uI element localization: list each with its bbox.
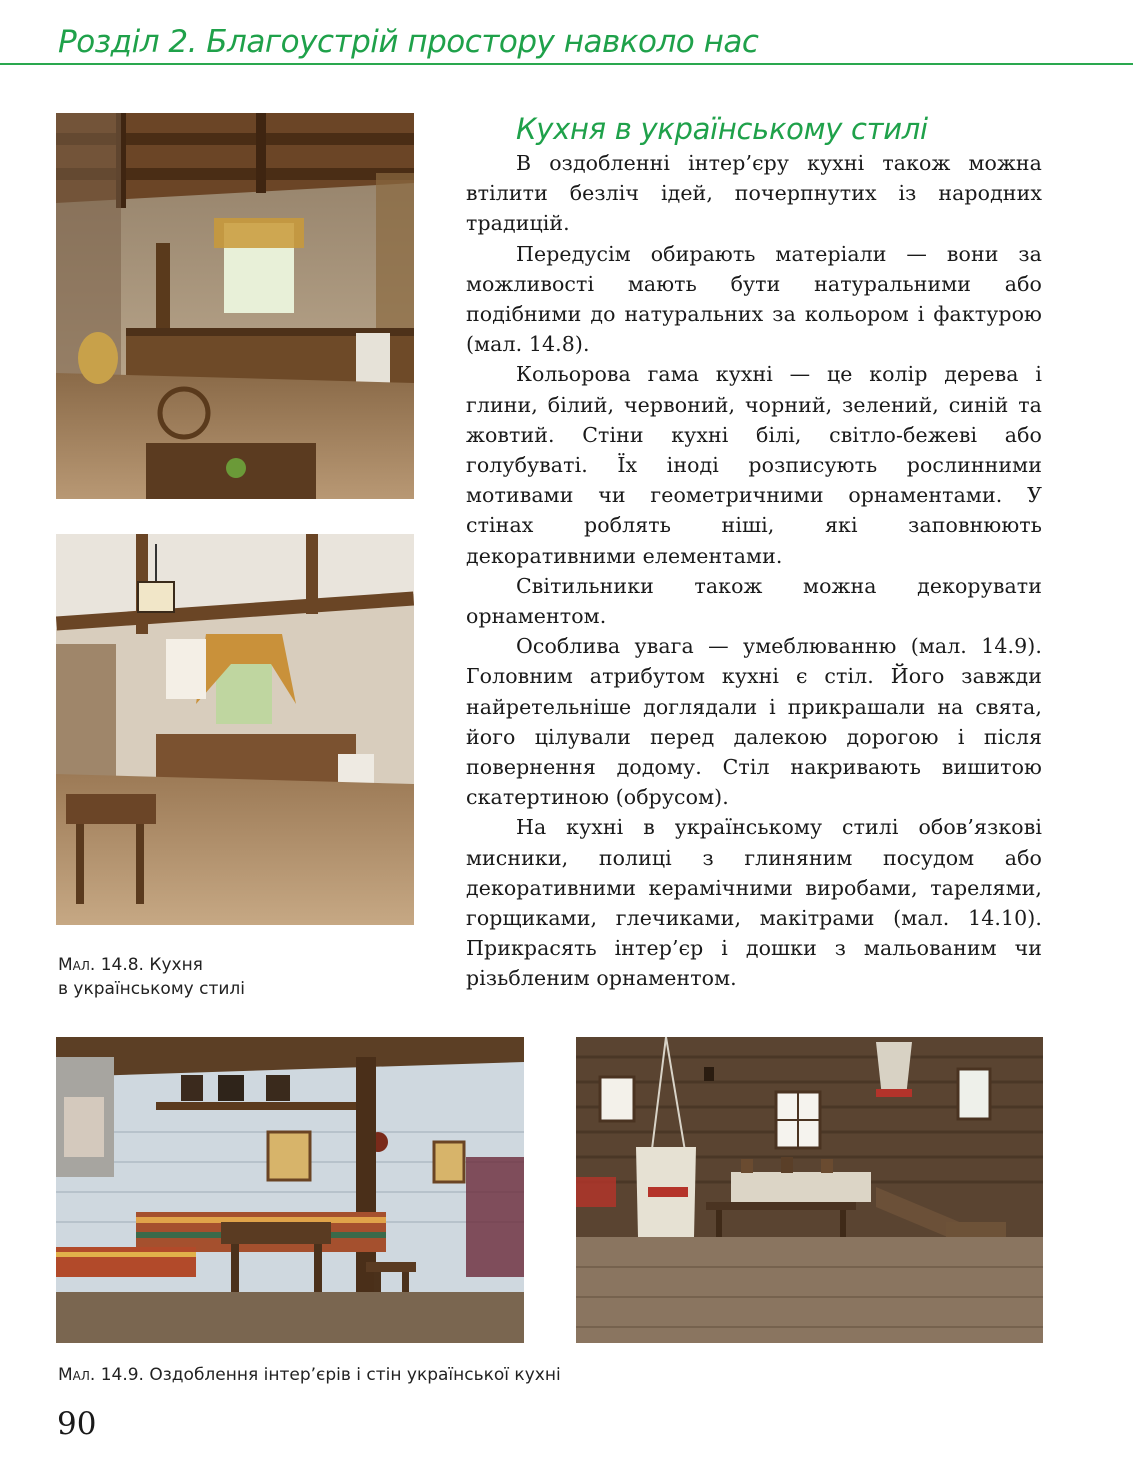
paragraph: На кухні в українському стилі обов’язкові мисники, полиці з глиняним посудом або декоративними керамічними виробами, тарелями, горщиками, глечиками, макітрами (мал. 14.10). Прикрасять інтер’єр і дошки з мальованим чи різьбленим орнаментом. <box>466 815 1042 991</box>
kitchen-photo-1-image <box>56 113 414 499</box>
section-heading: Кухня в українському стилі <box>516 112 928 146</box>
interior-photo-4-image <box>576 1037 1043 1343</box>
figure-label: Мал. 14.8. <box>58 955 144 975</box>
chapter-title: Розділ 2. Благоустрій простору навколо нас <box>58 24 759 60</box>
paragraph: Передусім обирають матеріали — вони за можливості мають бути натуральними або подібними до натуральних за кольором і фактурою (мал. 14.8). <box>466 241 1042 357</box>
paragraph: Кольорова гама кухні — це колір дерева і глини, білий, червоний, чорний, зелений, синій та жовтий. Стіни кухні білі, світло-бежеві або голубуваті. Їх іноді розписують рослинними мотивами чи геометричними орнаментами. У стінах роблять ніші, які заповнюють декоративними елементами. <box>466 362 1042 568</box>
figure-14-9-caption <box>58 1363 758 1387</box>
interior-photo-3-image <box>56 1037 524 1343</box>
caption-text: Оздоблення інтер’єрів і стін української кухні <box>149 1365 561 1385</box>
caption-line-1: Кухня <box>149 955 203 975</box>
figure-label: Мал. 14.9. <box>58 1365 144 1385</box>
caption-line-2: в українському стилі <box>58 979 246 999</box>
page-number: 90 <box>57 1406 97 1442</box>
interior-photo-4 <box>576 1037 1043 1343</box>
paragraph: Особлива увага — умеблюванню (мал. 14.9). Головним атрибутом кухні є стіл. Його завжди найретельніше доглядали і прикрашали на свята, його цілували перед далекою дорогою і після повернення додому. Стіл накривають вишитою скатертиною (обрусом). <box>466 634 1042 810</box>
page-header <box>0 0 1133 72</box>
interior-photo-3 <box>56 1037 524 1343</box>
body-text <box>466 148 1042 994</box>
figure-14-8-caption <box>58 953 378 1001</box>
kitchen-photo-2 <box>56 534 414 925</box>
paragraph: В оздобленні інтер’єру кухні також можна втілити безліч ідей, почерпнутих із народних традицій. <box>466 151 1042 236</box>
kitchen-photo-1 <box>56 113 414 499</box>
kitchen-photo-2-image <box>56 534 414 925</box>
paragraph: Світильники також можна декорувати орнаментом. <box>466 573 1042 629</box>
header-divider <box>0 63 1133 65</box>
